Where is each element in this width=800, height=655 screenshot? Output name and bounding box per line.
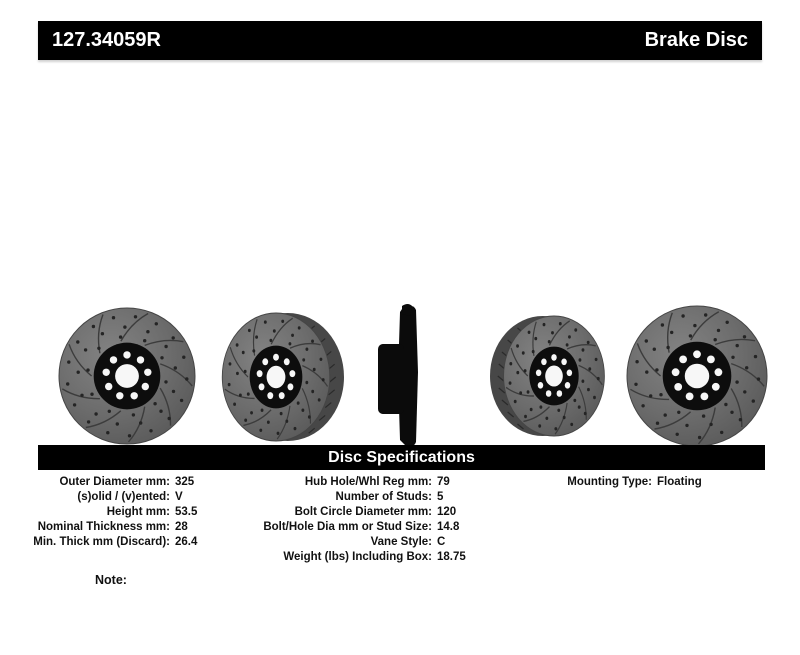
spec-value: 79 [437, 476, 450, 488]
spec-value: 14.8 [437, 521, 460, 533]
part-number: 127.34059R [52, 29, 161, 51]
spec-column-left [30, 475, 197, 550]
note-label: Note: [95, 573, 127, 587]
spec-section-banner [38, 445, 765, 470]
spec-value: 5 [437, 491, 444, 503]
spec-row [535, 475, 702, 490]
spec-row [250, 505, 466, 520]
spec-row [250, 550, 466, 565]
rotor-front-view-image [622, 305, 774, 445]
spec-row [30, 490, 197, 505]
spec-value: 18.75 [437, 551, 466, 563]
spec-label: Weight (lbs) Including Box: [283, 551, 432, 563]
rotor-angled-view-right-image [486, 314, 616, 438]
spec-label: Mounting Type: [567, 476, 652, 488]
rotor-side-profile-image [374, 302, 426, 450]
spec-value: C [437, 536, 446, 548]
spec-value: 53.5 [175, 506, 198, 518]
spec-label: Outer Diameter mm: [59, 476, 170, 488]
spec-row [250, 520, 466, 535]
spec-value: 325 [175, 476, 195, 488]
spec-row [30, 520, 197, 535]
rotor-angled-view-left-image [214, 311, 352, 443]
spec-row [250, 475, 466, 490]
spec-label: Min. Thick mm (Discard): [33, 536, 170, 548]
spec-label: Height mm: [106, 506, 170, 518]
spec-label: Vane Style: [370, 536, 432, 548]
spec-label: Bolt Circle Diameter mm: [294, 506, 432, 518]
spec-row [30, 505, 197, 520]
spec-banner-title: Disc Specifications [328, 448, 475, 466]
spec-label: Bolt/Hole Dia mm or Stud Size: [263, 521, 432, 533]
spec-label: Number of Studs: [335, 491, 432, 503]
spec-value: V [175, 491, 183, 503]
spec-row [30, 475, 197, 490]
spec-column-right [535, 475, 702, 490]
spec-value: 28 [175, 521, 188, 533]
spec-row [250, 490, 466, 505]
rotor-front-view-image [56, 306, 198, 446]
spec-value: 26.4 [175, 536, 198, 548]
product-type-title: Brake Disc [644, 29, 748, 51]
spec-value: 120 [437, 506, 457, 518]
spec-label: Nominal Thickness mm: [37, 521, 170, 533]
spec-row [30, 535, 197, 550]
spec-label: Hub Hole/Whl Reg mm: [304, 476, 432, 488]
spec-row [250, 535, 466, 550]
spec-label: (s)olid / (v)ented: [77, 491, 170, 503]
spec-value: Floating [657, 476, 702, 488]
header-bar [38, 21, 762, 60]
spec-column-middle [250, 475, 466, 565]
